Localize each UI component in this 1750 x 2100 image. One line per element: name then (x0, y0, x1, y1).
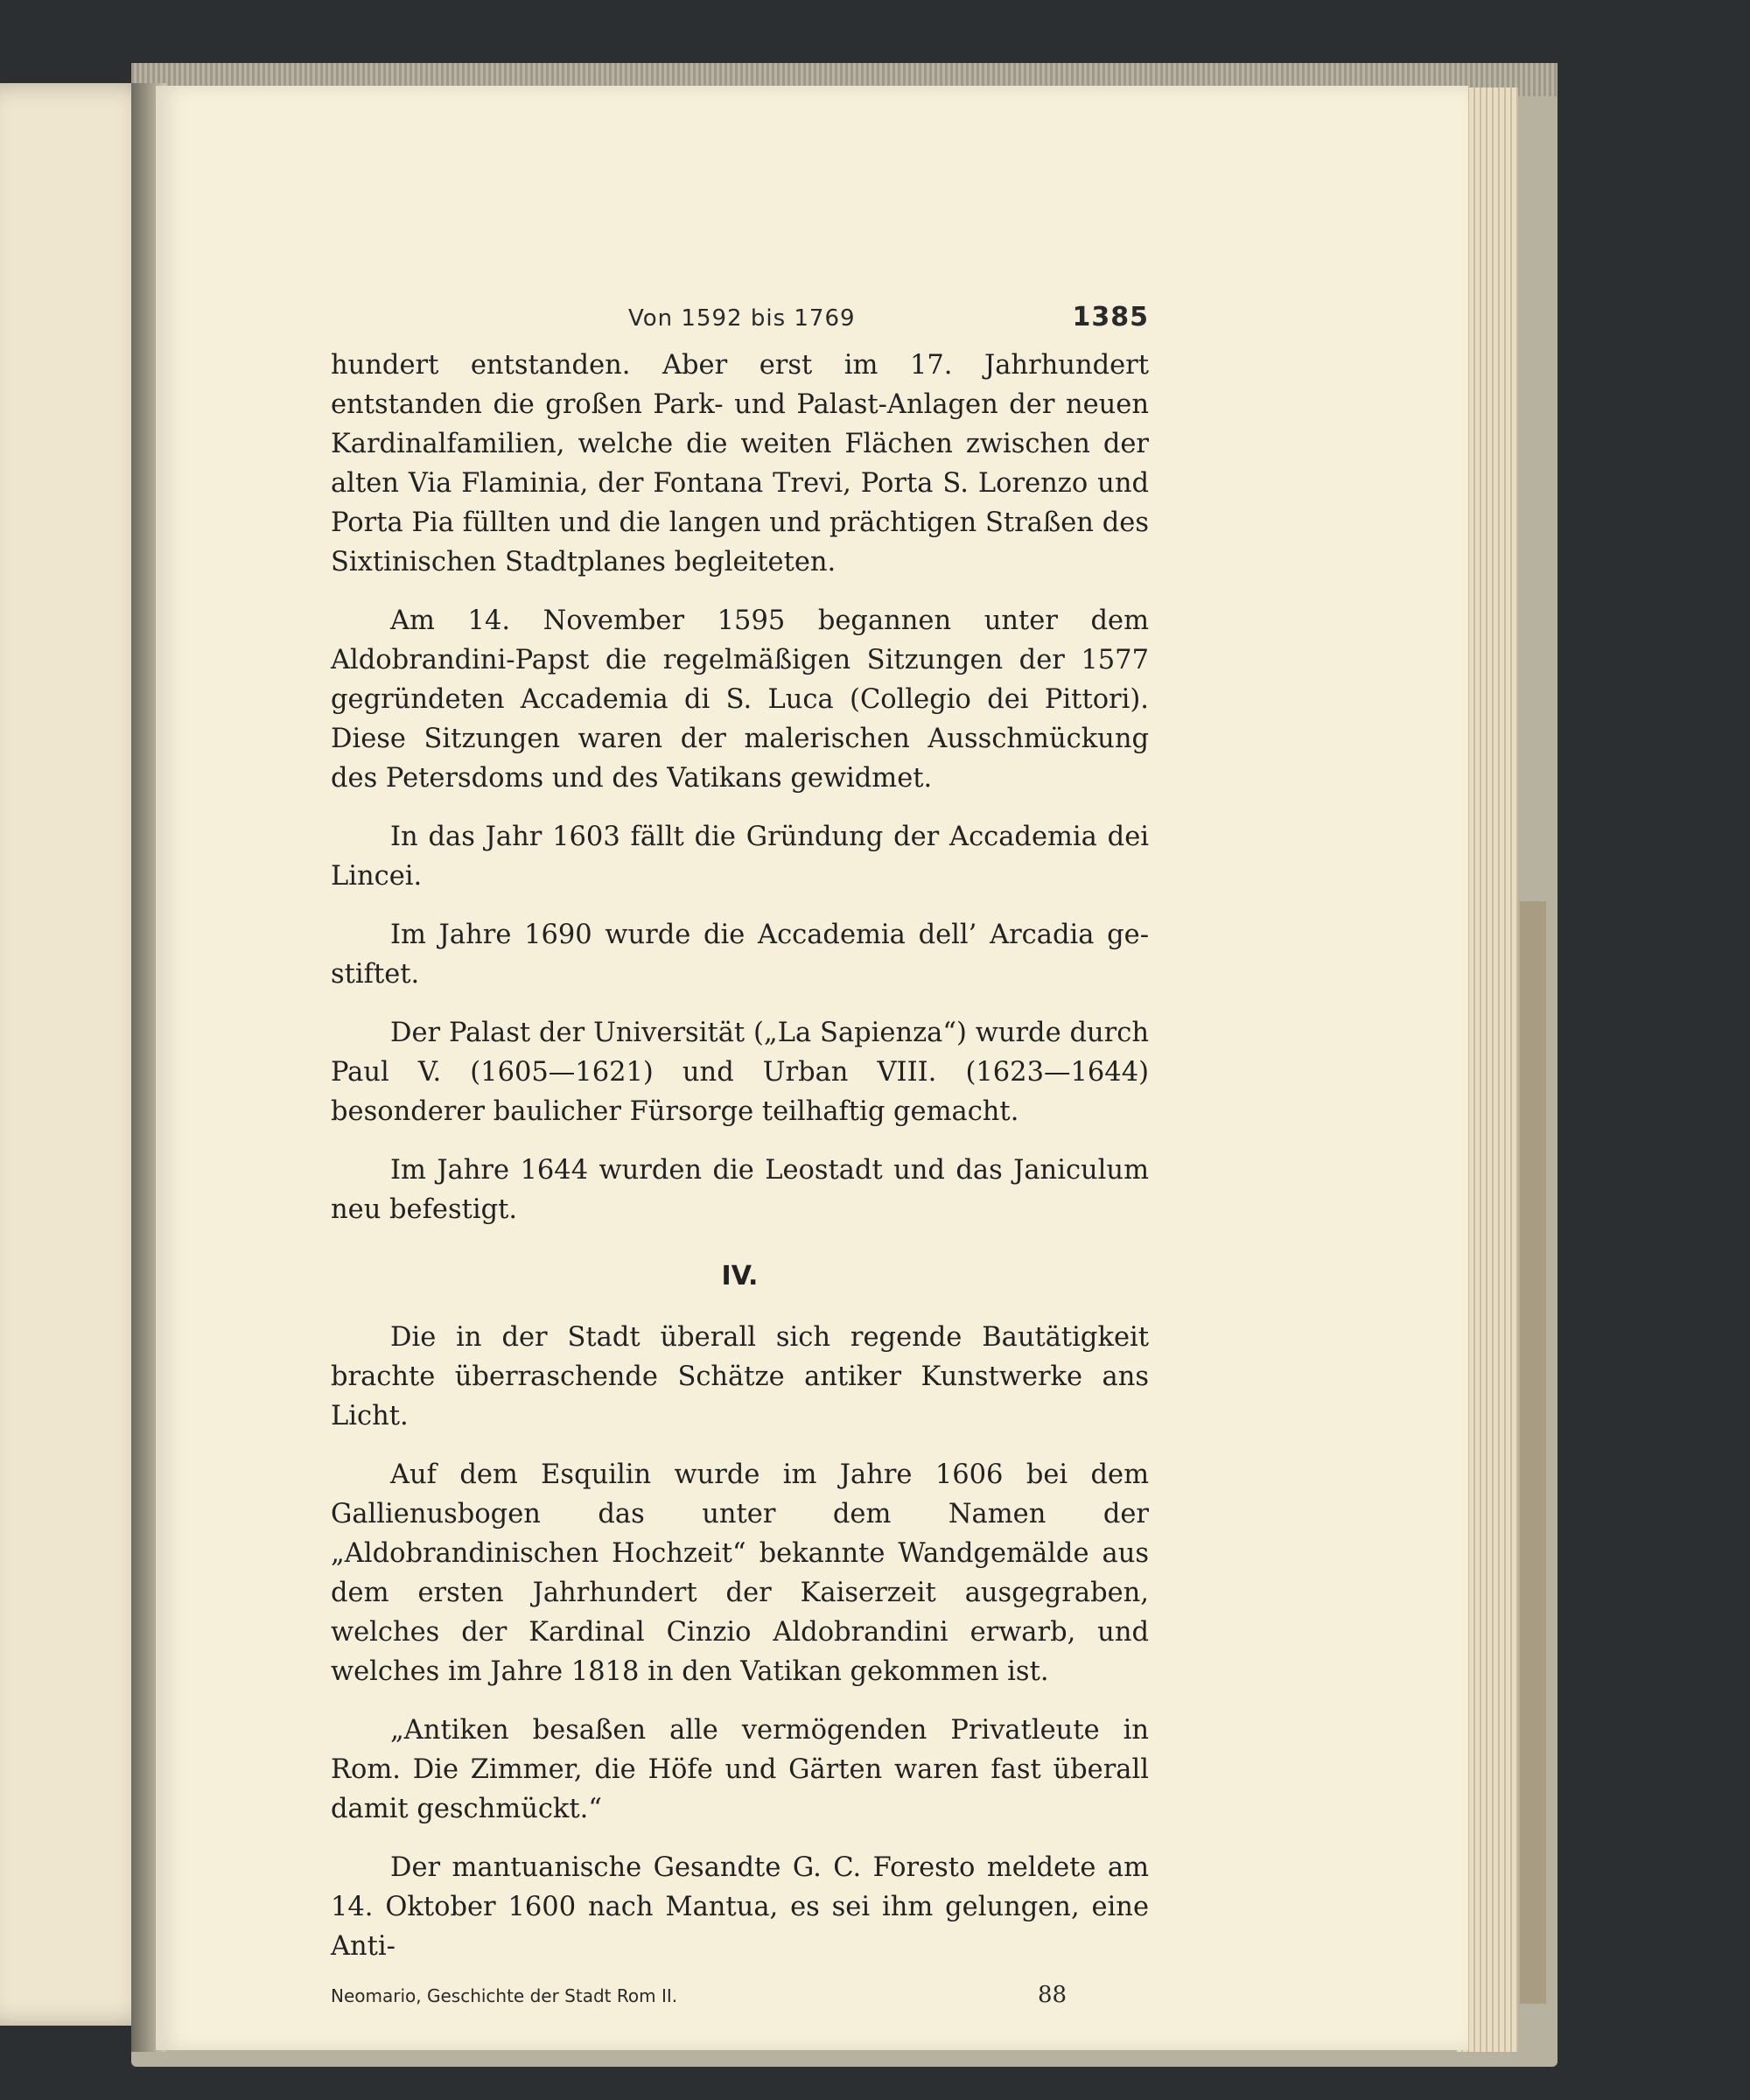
section-heading: IV. (721, 1261, 759, 1292)
footer-book-title: Neomario, Geschichte der Stadt Rom II. (331, 1985, 678, 2006)
running-head-title: Von 1592 bis 1769 (628, 305, 856, 332)
paragraph: Der mantuanische Gesandte G. C. Foresto meldete am 14. Oktober 1600 nach Mantua, es sei ihm gelungen, eine Anti- (331, 1852, 1149, 1962)
paragraph: Im Jahre 1644 wurden die Leostadt und das Janiculum neu befestigt. (331, 1155, 1149, 1225)
paragraph: In das Jahr 1603 fällt die Gründung der Accademia dei Lincei. (331, 822, 1149, 892)
running-head (331, 302, 1149, 346)
paragraph: Der Palast der Universität („La Sapienza“) wurde durch Paul V. (1605—1621) und Urban VIII. (1623—1644) besonderer baulicher Fürsorge teilhaftig gemacht. (331, 1018, 1149, 1127)
paragraph: Auf dem Esquilin wurde im Jahre 1606 bei dem Gallienusbogen das unter dem Namen der „Aldobrandinischen Hochzeit“ bekannte Wandgemälde aus dem ersten Jahrhundert der Kaiserzeit ausgegraben, welches der Kardinal Cinzio Aldobrandini erwarb, und welches im Jahre 1818 in den Vatikan gekommen ist. (331, 1460, 1149, 1687)
paragraph: Die in der Stadt überall sich regende Bautätigkeit brachte überraschende Schätze antiker Kunstwerke ans Licht. (331, 1322, 1149, 1432)
paragraph: „Antiken besaßen alle vermögenden Privatleute in Rom. Die Zimmer, die Höfe und Gärten waren fast überall damit geschmückt.“ (331, 1715, 1149, 1824)
page-tab (1520, 901, 1546, 2004)
paragraph: Im Jahre 1690 wurde die Accademia dell’ Arcadia gestiftet. (331, 920, 1149, 990)
page-footer (331, 1982, 1149, 2020)
paragraph: Am 14. November 1595 begannen unter dem Aldobrandini-Papst die regelmäßigen Sitzungen der 1577 gegründeten Accademia di S. Luca (Collegio dei Pittori). Diese Sitzungen waren der malerischen Ausschmückung des Petersdoms und des Vatikans gewidmet. (331, 606, 1149, 794)
text-block (331, 302, 1149, 2020)
signature-mark: 88 (1038, 1982, 1068, 2008)
paragraph: hundert entstanden. Aber erst im 17. Jahrhundert entstanden die großen Park- und Palast-Anlagen der neuen Kardinalfamilien, welche die weiten Flächen zwischen der alten Via Flaminia, der Fontana Trevi, Porta S. Lorenzo und Porta Pia füllten und die langen und prächtigen Straßen des Sixtinischen Stadtplanes begleiteten. (331, 350, 1149, 578)
page-number: 1385 (1072, 302, 1149, 332)
